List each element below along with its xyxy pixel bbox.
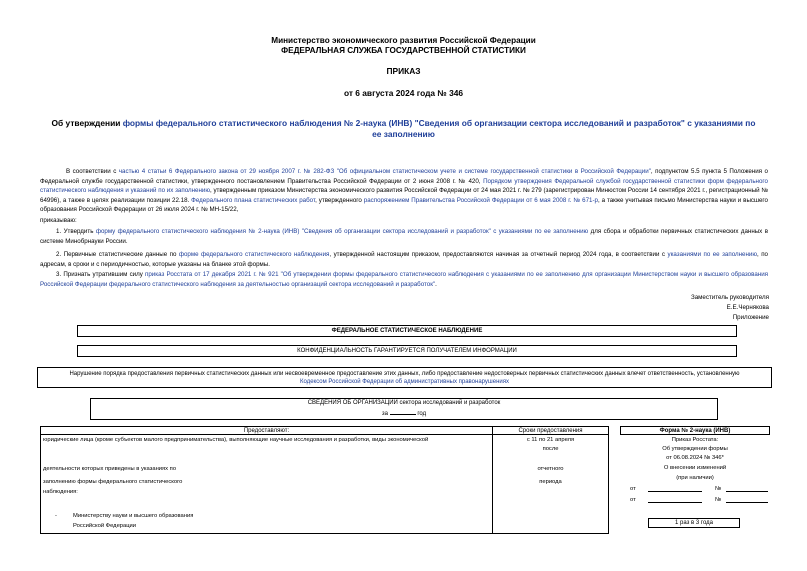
no-label-1: № bbox=[715, 486, 722, 492]
info-title: СВЕДЕНИЯ ОБ ОРГАНИЗАЦИИ сектора исследований и разработок bbox=[307, 400, 501, 406]
text: 1. Утвердить bbox=[56, 228, 96, 235]
approval-3: от 06.08.2024 № 346* bbox=[666, 455, 724, 461]
provider-text-1: юридические лица (кроме субъектов малого предпринимательства), выполняющие научные исследования и разработки, виды экономической bbox=[43, 437, 429, 443]
info-year: год bbox=[417, 411, 427, 417]
decree-link[interactable]: распоряжением Правительства Российской Федерации от 6 мая 2008 г. № 671-р bbox=[363, 196, 598, 204]
deadline-2: после bbox=[542, 446, 559, 452]
number-blank-2[interactable] bbox=[726, 502, 768, 503]
confidential-box bbox=[77, 345, 737, 357]
approval-5: (при наличии) bbox=[676, 475, 714, 481]
info-title-box bbox=[90, 398, 718, 420]
paragraph-3 bbox=[40, 227, 768, 246]
year-blank[interactable] bbox=[390, 408, 416, 415]
ot-label-1: от bbox=[630, 486, 636, 492]
approval-2: Об утверждении формы bbox=[662, 446, 728, 452]
violation-box bbox=[37, 367, 772, 388]
paragraph-1 bbox=[40, 167, 768, 215]
title-link[interactable]: формы федерального статистического наблюдения № 2-наука (ИНВ) "Сведения об организации сектора исследований и разработок" с указаниями по ее заполнению bbox=[122, 118, 756, 139]
provider-text-4: наблюдения: bbox=[43, 489, 78, 495]
title-prefix: Об утверждении bbox=[51, 118, 123, 128]
text: , утвержденной настоящим приказом, предоставляются начиная за отчетный период 2024 года, в соответствии с bbox=[329, 251, 668, 258]
signature-name: Е.Е.Чернякова bbox=[726, 304, 769, 311]
dash: - bbox=[55, 513, 57, 519]
text: В соответствии с bbox=[66, 168, 119, 175]
text: , по адресам, в сроки и с периодичностью, которые указаны на бланке этой формы. bbox=[40, 251, 768, 268]
deadline-1: с 11 по 21 апреля bbox=[526, 437, 575, 443]
order-link[interactable]: Порядком утверждения Федеральной службой государственной статистики форм федерального статистического наблюдения и указаний по их заполнению bbox=[40, 177, 768, 194]
fed-observation-label: ФЕДЕРАЛЬНОЕ СТАТИСТИЧЕСКОЕ НАБЛЮДЕНИЕ bbox=[331, 328, 483, 334]
paragraph-4 bbox=[40, 250, 768, 269]
provider-text-6: Российской Федерации bbox=[73, 523, 137, 529]
doc-title bbox=[50, 118, 757, 139]
text: . bbox=[435, 280, 437, 288]
date-blank-2[interactable] bbox=[648, 502, 702, 503]
periodicity-label: 1 раз в 3 года bbox=[675, 520, 713, 526]
periodicity-box bbox=[648, 518, 740, 528]
no-label-2: № bbox=[715, 497, 722, 503]
repealed-order-link[interactable]: приказ Росстата от 17 декабря 2021 г. № 921 "Об утверждении формы федерального статистического наблюдения с указаниями по ее заполнению для организации Министерством науки и высшего образования Российской Федерации федерального статистического наблюдения за деятельностью организаций сектора исследований и разработок" bbox=[40, 271, 768, 288]
text: , утвержденного bbox=[315, 196, 364, 204]
number-blank-1[interactable] bbox=[726, 491, 768, 492]
text: 3. Признать утратившим силу bbox=[56, 271, 146, 278]
ministry-name: Министерство экономического развития Российской Федерации bbox=[271, 36, 536, 45]
form-observation-link[interactable]: форме федерального статистического наблюдения bbox=[178, 251, 330, 258]
plan-link[interactable]: Федерального плана статистических работ bbox=[191, 196, 316, 204]
signature-position: Заместитель руководителя bbox=[690, 294, 769, 301]
provider-cell bbox=[40, 434, 493, 534]
fed-observation-box bbox=[77, 325, 737, 337]
document-header bbox=[0, 36, 807, 56]
provider-text-5: Министерству науки и высшего образования bbox=[73, 513, 194, 519]
text: для сбора и обработки первичных статистических данных в системе Минобрнауки России. bbox=[40, 228, 768, 245]
signature-block bbox=[569, 293, 769, 323]
col-provide-label: Предоставляют: bbox=[243, 427, 290, 434]
approval-4: О внесении изменений bbox=[663, 465, 727, 471]
col-deadline-label: Сроки предоставления bbox=[518, 427, 583, 434]
doc-date: от 6 августа 2024 года № 346 bbox=[343, 88, 464, 98]
approval-1: Приказ Росстата: bbox=[671, 437, 719, 443]
instructions-link[interactable]: указаниями по ее заполнению bbox=[667, 251, 758, 258]
info-for: за bbox=[381, 411, 388, 417]
coap-link[interactable]: Кодексом Российской Федерации об административных правонарушениях bbox=[300, 378, 509, 385]
provider-text-3: заполнению формы федерального статистического bbox=[43, 479, 183, 485]
paragraph-order: приказываю: bbox=[40, 217, 77, 224]
attachment-label: Приложение bbox=[732, 314, 769, 321]
text: , а также учитывая письмо Министерства науки и высшего образования Российской Федерации от 26 июля 2024 г. № МН-15/22, bbox=[40, 196, 768, 213]
ot-label-2: от bbox=[630, 497, 636, 503]
text: , подпунктом 5.5 пункта 5 Положения о Федеральной службе государственной статистики, утвержденного постановлением Правительства Российской Федерации от 2 июня 2008 г. № 420, bbox=[40, 168, 768, 185]
deadline-4: периода bbox=[539, 479, 562, 485]
service-name: ФЕДЕРАЛЬНАЯ СЛУЖБА ГОСУДАРСТВЕННОЙ СТАТИСТИКИ bbox=[281, 46, 526, 55]
form-number-box bbox=[620, 426, 770, 435]
text: 2. Первичные статистические данные по bbox=[56, 251, 179, 258]
form-number: Форма № 2-наука (ИНВ) bbox=[659, 427, 731, 434]
confidential-label: КОНФИДЕНЦИАЛЬНОСТЬ ГАРАНТИРУЕТСЯ ПОЛУЧАТЕЛЕМ ИНФОРМАЦИИ bbox=[297, 348, 517, 354]
date-blank-1[interactable] bbox=[648, 491, 702, 492]
deadline-3: отчетного bbox=[537, 466, 564, 472]
deadline-cell bbox=[492, 434, 609, 534]
provider-table bbox=[40, 426, 610, 534]
paragraph-5 bbox=[40, 270, 768, 289]
doc-type: ПРИКАЗ bbox=[386, 66, 421, 76]
form-link[interactable]: форму федерального статистического наблюдения № 2-наука (ИНВ) "Сведения об организации сектора исследований и разработок" с указаниями по ее заполнению bbox=[95, 228, 589, 235]
law-link[interactable]: частью 4 статьи 6 Федерального закона от 29 ноября 2007 г. № 282-ФЗ "Об официальном статистическом учете и системе государственной статистики в Российской Федерации" bbox=[118, 168, 651, 175]
provider-text-2: деятельности которых приведены в указаниях по bbox=[43, 466, 177, 472]
violation-text: Нарушение порядка предоставления первичных статистических данных или несвоевременное предоставление этих данных, либо предоставление недостоверных первичных статистических данных влечет ответственность, установленную bbox=[69, 370, 740, 377]
text: , утвержденным приказом Министерства экономического развития Российской Федерации от 24 мая 2021 г. № 279 (зарегистрирован Минюстом России 14 сентября 2021 г., регистрационный № 64996), а также в целях реализации позиции 22.18. bbox=[40, 187, 768, 204]
